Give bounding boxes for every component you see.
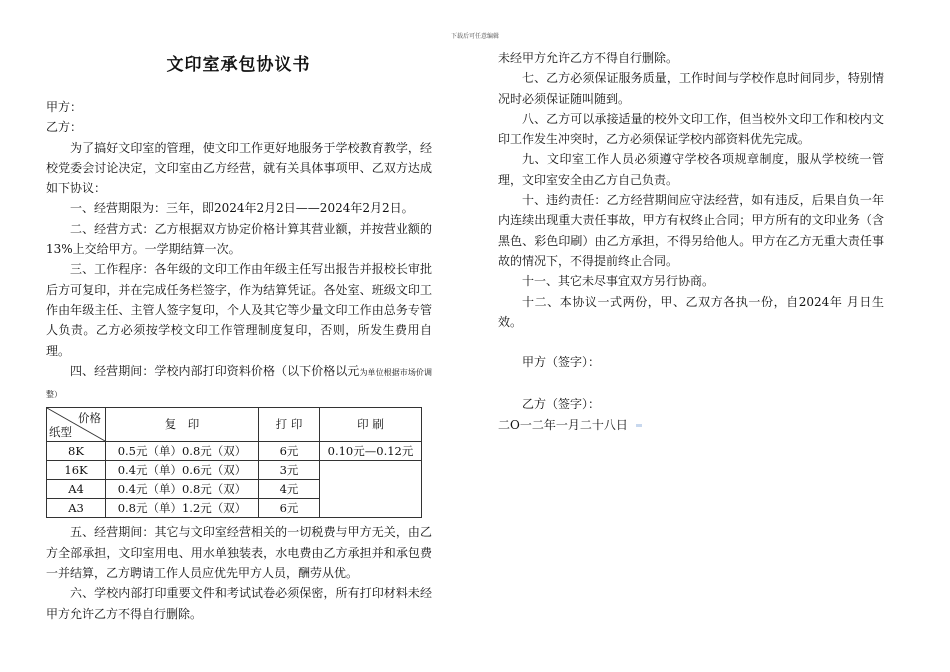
right-column <box>498 48 884 435</box>
price-table-header <box>47 408 422 442</box>
table-row <box>47 442 422 461</box>
spacer <box>498 372 884 394</box>
press-empty-cell <box>320 461 422 518</box>
clause-6: 六、学校内部打印重要文件和考试试卷必须保密，所有打印材料未经甲方允许乙方不得自行删除。 <box>46 586 432 621</box>
print-price-cell: 4元 <box>259 480 320 499</box>
clause-1: 一、经营期限为：三年，即2024年2月2日——2024年2月2日。 <box>70 201 414 216</box>
spacer <box>498 332 884 352</box>
print-price-cell: 6元 <box>259 499 320 518</box>
document-title: 文印室承包协议书 <box>166 55 311 75</box>
print-price-cell: 6元 <box>259 442 320 461</box>
left-column <box>46 97 432 621</box>
party-b-line: 乙方： <box>46 120 83 135</box>
intro-paragraph: 为了搞好文印室的管理，使文印工作更好地服务于学校教育教学，经校党委会讨论决定，文印室由乙方经营，就有关具体事项甲、乙双方达成如下协议： <box>46 140 432 196</box>
copy-price-cell: 0.5元（单）0.8元（双） <box>106 442 259 461</box>
clause-3: 三、工作程序：各年级的文印工作由年级主任写出报告并报校长审批后方可复印，并在完成任务栏签字，作为结算凭证。各处室、班级文印工作由年级主任、主管人签字复印，个人及其它等少量文印工作由总务专管人负责。乙方必须按学校文印工作管理制度复印，否则，所发生费用自理。 <box>46 262 432 358</box>
copy-price-cell: 0.8元（单）1.2元（双） <box>106 499 259 518</box>
corner-price-label: 价格 <box>78 411 101 426</box>
press-price-cell: 0.10元—0.12元 <box>320 442 422 461</box>
copy-price-cell: 0.4元（单）0.8元（双） <box>106 480 259 499</box>
paper-cell: A3 <box>47 499 106 518</box>
highlight-mark <box>636 424 642 427</box>
paper-cell: A4 <box>47 480 106 499</box>
clause-12: 十二、本协议一式两份，甲、乙双方各执一份，自2024年 月日生效。 <box>498 294 884 329</box>
clause-10: 十、违约责任：乙方经营期间应守法经营，如有违反，后果自负一年内连续出现重大责任事故，甲方有权终止合同；甲方所有的文印业务（含黑色、彩色印刷）由乙方承担，不得另给他人。甲方在乙方无重大责任事故的情况下，不得提前终止合同。 <box>498 193 884 268</box>
corner-paper-label: 纸型 <box>49 425 72 440</box>
header-note: 下载后可任意编辑 <box>450 33 499 40</box>
date-line <box>498 415 884 435</box>
signature-party-b: 乙方（签字）： <box>522 397 601 412</box>
copy-price-cell: 0.4元（单）0.6元（双） <box>106 461 259 480</box>
table-row <box>47 461 422 480</box>
header-copy: 复 印 <box>106 408 259 442</box>
party-a-line: 甲方： <box>46 100 83 114</box>
clause-4-text: 四、经营期间：学校内部打印资料价格（以下价格以元 <box>70 363 360 378</box>
paper-cell: 16K <box>47 461 106 480</box>
print-price-cell: 3元 <box>259 461 320 480</box>
clause-4-note: 为单位根据市场价调整） <box>46 367 432 400</box>
clause-9: 九、文印室工作人员必须遵守学校各项规章制度，服从学校统一管理，文印室安全由乙方自己负责。 <box>498 152 884 187</box>
clause-6-continued: 未经甲方允许乙方不得自行删除。 <box>498 51 679 65</box>
clause-11: 十一、其它未尽事宜双方另行协商。 <box>522 274 715 289</box>
signing-date: 二O一二年一月二十八日 <box>498 417 628 432</box>
clause-2: 二、经营方式：乙方根据双方协定价格计算其营业额，并按营业额的13%上交给甲方。一学期结算一次。 <box>46 221 432 257</box>
clause-7: 七、乙方必须保证服务质量，工作时间与学校作息时间同步，特别情况时必须保证随叫随到。 <box>498 71 884 106</box>
corner-header-cell <box>47 408 106 442</box>
header-press: 印 刷 <box>320 408 422 442</box>
header-print: 打 印 <box>259 408 320 442</box>
clause-5: 五、经营期间：其它与文印室经营相关的一切税费与甲方无关，由乙方全部承担，文印室用电、用水单独装表，水电费由乙方承担并和承包费一并结算，乙方聘请工作人员应优先甲方人员，酬劳从优。 <box>46 525 432 581</box>
paper-cell: 8K <box>47 442 106 461</box>
clause-8: 八、乙方可以承接适量的校外文印工作，但当校外文印工作和校内文印工作发生冲突时，乙方必须保证学校内部资料优先完成。 <box>498 111 884 147</box>
signature-party-a: 甲方（签字）： <box>522 355 601 370</box>
price-table <box>46 407 422 518</box>
clause-4 <box>46 361 432 406</box>
